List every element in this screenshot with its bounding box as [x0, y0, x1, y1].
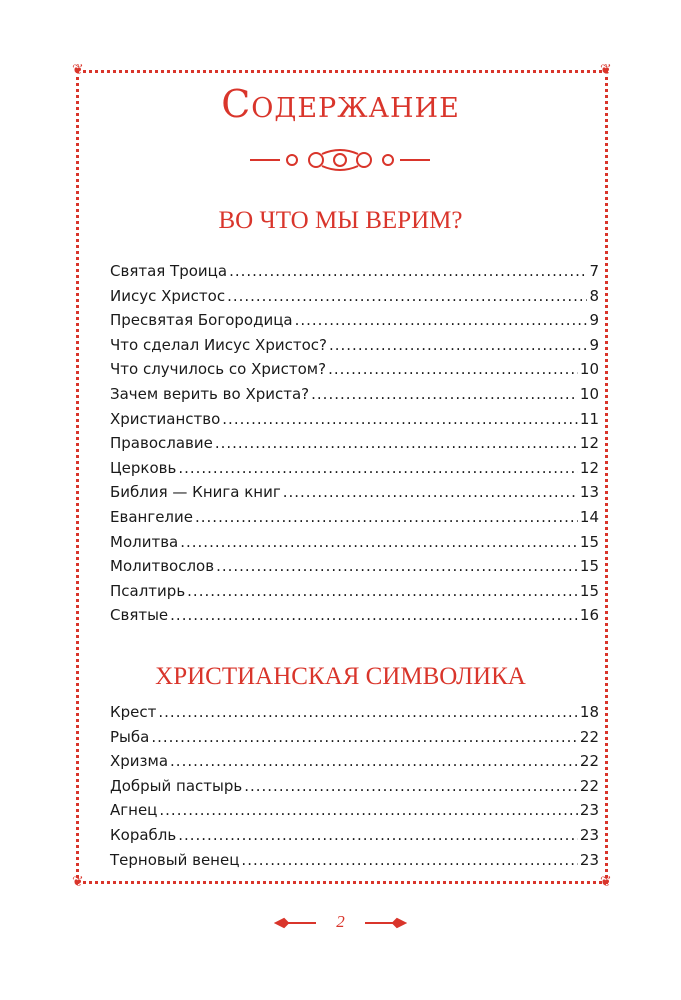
toc-list [110, 262, 599, 631]
entry-page: 12 [579, 434, 599, 453]
entry-title: Христианство [110, 409, 221, 428]
entry-page: 16 [579, 606, 599, 625]
entry-title: Хризма [110, 752, 169, 771]
dot-leader [216, 557, 578, 575]
corner-ornament-icon: ❦ [600, 63, 612, 78]
toc-entry[interactable] [110, 826, 599, 851]
right-ornament-icon [363, 917, 407, 929]
toc-entry[interactable] [110, 801, 599, 826]
entry-page: 22 [579, 727, 599, 746]
entry-title: Святые [110, 606, 169, 625]
section-heading: ВО ЧТО МЫ ВЕРИМ? [218, 207, 463, 234]
toc-entry[interactable] [110, 360, 599, 385]
entry-page: 10 [579, 360, 599, 379]
entry-page: 22 [579, 752, 599, 771]
dot-leader [158, 703, 578, 721]
entry-title: Иисус Христос [110, 286, 226, 305]
toc-entry[interactable] [110, 728, 599, 753]
page-title: Содержание [221, 82, 460, 126]
entry-page: 15 [579, 581, 599, 600]
toc-entry[interactable] [110, 752, 599, 777]
entry-title: Библия — Книга книг [110, 483, 281, 502]
toc-entry[interactable] [110, 410, 599, 435]
entry-page: 15 [579, 532, 599, 551]
entry-title: Евангелие [110, 507, 193, 526]
page-footer [0, 912, 681, 932]
corner-ornament-icon: ❦ [72, 875, 84, 890]
entry-page: 14 [579, 507, 599, 526]
entry-page: 13 [579, 483, 599, 502]
toc-entry[interactable] [110, 582, 599, 607]
entry-page: 12 [579, 458, 599, 477]
toc-entry[interactable] [110, 777, 599, 802]
dot-leader [283, 483, 578, 501]
entry-title: Агнец [110, 801, 158, 820]
dot-leader [170, 606, 578, 624]
section-heading: ХРИСТИАНСКАЯ СИМВОЛИКА [155, 663, 526, 690]
entry-page: 23 [579, 825, 599, 844]
entry-title: Зачем верить во Христа? [110, 384, 310, 403]
dot-leader [159, 801, 578, 819]
entry-page: 22 [579, 776, 599, 795]
entry-title: Пресвятая Богородица [110, 311, 293, 330]
toc-entry[interactable] [110, 459, 599, 484]
dot-leader [187, 582, 578, 600]
dot-leader [178, 826, 578, 844]
toc-entry[interactable] [110, 434, 599, 459]
corner-ornament-icon: ❦ [72, 63, 84, 78]
dot-leader [295, 311, 588, 329]
entry-title: Православие [110, 434, 213, 453]
toc-entry[interactable] [110, 287, 599, 312]
dot-leader [227, 287, 587, 305]
dot-leader [178, 459, 578, 477]
dot-leader [180, 533, 578, 551]
entry-title: Церковь [110, 458, 177, 477]
toc-entry[interactable] [110, 483, 599, 508]
entry-title: Что сделал Иисус Христос? [110, 335, 327, 354]
toc-entry[interactable] [110, 385, 599, 410]
left-ornament-icon [274, 917, 318, 929]
dot-leader [229, 262, 587, 280]
entry-page: 8 [589, 286, 599, 305]
toc-entry[interactable] [110, 508, 599, 533]
entry-title: Святая Троица [110, 262, 228, 280]
entry-title: Крест [110, 703, 157, 721]
entry-title: Корабль [110, 825, 177, 844]
entry-title: Что случилось со Христом? [110, 360, 327, 379]
toc-entry[interactable] [110, 557, 599, 582]
toc-list [110, 703, 599, 875]
dot-leader [151, 728, 578, 746]
entry-page: 18 [579, 703, 599, 721]
page-number: 2 [336, 912, 345, 931]
dot-leader [329, 336, 587, 354]
toc-entry[interactable] [110, 606, 599, 631]
corner-ornament-icon: ❦ [600, 875, 612, 890]
entry-page: 9 [589, 311, 599, 330]
entry-title: Рыба [110, 727, 150, 746]
toc-entry[interactable] [110, 336, 599, 361]
dot-leader [195, 508, 578, 526]
dot-leader [244, 777, 578, 795]
toc-entry[interactable] [110, 533, 599, 558]
entry-page: 15 [579, 557, 599, 576]
entry-title: Псалтирь [110, 581, 186, 600]
flourish-ornament-icon [250, 148, 430, 172]
dot-leader [311, 385, 578, 403]
entry-page: 23 [579, 801, 599, 820]
entry-page: 10 [579, 384, 599, 403]
toc-entry[interactable] [110, 262, 599, 287]
toc-entry[interactable] [110, 703, 599, 728]
dot-leader [215, 434, 578, 452]
dot-leader [241, 851, 577, 869]
entry-title: Добрый пастырь [110, 776, 243, 795]
entry-page: 9 [589, 335, 599, 354]
entry-page: 7 [589, 262, 599, 280]
entry-title: Молитва [110, 532, 179, 551]
dot-leader [170, 752, 578, 770]
toc-entry[interactable] [110, 851, 599, 876]
dot-leader [328, 360, 578, 378]
entry-page: 23 [579, 850, 599, 869]
toc-entry[interactable] [110, 311, 599, 336]
dot-leader [222, 410, 578, 428]
entry-title: Молитвослов [110, 557, 215, 576]
entry-title: Терновый венец [110, 850, 240, 869]
entry-page: 11 [579, 409, 599, 428]
